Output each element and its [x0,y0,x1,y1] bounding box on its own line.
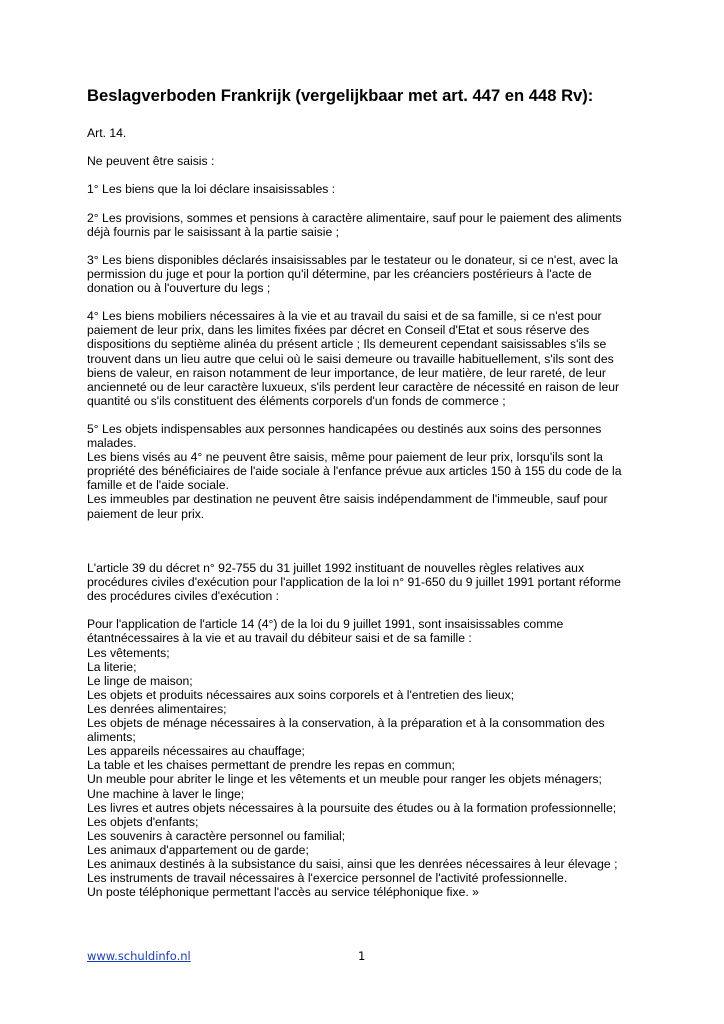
decree-list-line: étantnécessaires à la vie et au travail du débiteur saisi et de sa famille : [87,631,472,646]
item-5-line: paiement de leur prix. [87,506,205,521]
item-2 [87,211,635,239]
item-2-line: 2° Les provisions, sommes et pensions à caractère alimentaire, sauf pour le paiement des aliments [87,210,622,225]
document-title: Beslagverboden Frankrijk (vergelijkbaar met art. 447 en 448 Rv): [87,86,594,105]
item-1: 1° Les biens que la loi déclare insaisissables : [87,182,336,197]
item-5 [87,422,635,521]
item-4-line: dispositions du septième alinéa du présent article ; Ils demeurent cependant saisissables s'ils se [87,337,607,352]
item-4-line: biens de valeur, en raison notamment de leur importance, de leur matière, de leur rareté, de leur [87,365,606,380]
item-5-line: Les immeubles par destination ne peuvent être saisis indépendamment de l'immeuble, sauf pour [87,492,608,507]
article-heading: Art. 14. [87,126,127,140]
decree-list-item: Les animaux destinés à la subsistance du saisi, ainsi que les denrées nécessaires à leur élevage ; [87,856,618,871]
decree-list-item: Les objets d'enfants; [87,814,199,829]
footer-website-link[interactable]: www.schuldinfo.nl [87,949,191,963]
item-3-line: 3° Les biens disponibles déclarés insaisissables par le testateur ou le donateur, si ce n'est, avec la [87,252,618,267]
decree-list-item: Les animaux d'appartement ou de garde; [87,842,309,857]
item-3 [87,253,635,295]
item-4-line: trouvent dans un lieu autre que celui où le saisi demeure ou travaille habituellement, s'ils sont des [87,351,614,366]
item-5-line: Les biens visés au 4° ne peuvent être saisis, même pour paiement de leur prix, lorsqu'ils sont la [87,450,603,465]
decree-list-item: Les objets de ménage nécessaires à la conservation, à la préparation et à la consommation des [87,716,605,731]
item-4-line: quantité ou s'ils constituent des éléments corporels d'un fonds de commerce ; [87,393,506,408]
item-4-line: ancienneté ou de leur caractère luxueux, s'ils perdent leur caractère de nécessité en raison de leur [87,379,620,394]
decree-list [87,617,635,899]
decree-list-item: Une machine à laver le linge; [87,786,245,801]
decree-intro [87,561,635,603]
item-4-line: paiement de leur prix, dans les limites fixées par décret en Conseil d'Etat et sous réserve des [87,323,590,338]
decree-section [87,561,635,913]
intro-paragraph: Ne peuvent être saisis : [87,154,215,169]
item-3-line: permission du juge et pour la portion qu'il détermine, par les créanciers postérieurs à l'acte de [87,266,592,281]
page-number: 1 [358,949,366,963]
item-4 [87,309,635,408]
decree-list-item: Le linge de maison; [87,673,193,688]
item-2-line: déjà fournis par le saisissant à la partie saisie ; [87,224,340,239]
item-5-line: propriété des bénéficiaires de l'aide sociale à l'enfance prévue aux articles 150 à 155 du code de la [87,464,622,479]
item-5-line: malades. [87,436,137,451]
item-3-line: donation ou à l'ouverture du legs ; [87,281,271,296]
item-5-line: famille et de l'aide sociale. [87,478,229,493]
decree-list-item: Un meuble pour abriter le linge et les vêtements et un meuble pour ranger les objets ménagers; [87,772,602,787]
decree-list-item: Un poste téléphonique permettant l'accès au service téléphonique fixe. » [87,885,479,900]
decree-list-item: Les denrées alimentaires; [87,701,227,716]
item-4-line: 4° Les biens mobiliers nécessaires à la vie et au travail du saisi et de sa famille, si ce n'est pour [87,309,602,324]
decree-list-item: Les objets et produits nécessaires aux soins corporels et à l'entretien des lieux; [87,687,515,702]
decree-list-item: Les souvenirs à caractère personnel ou familial; [87,828,346,843]
decree-list-item: Les appareils nécessaires au chauffage; [87,744,305,759]
decree-list-item: Les vêtements; [87,645,170,660]
article-14-section [87,126,635,535]
decree-list-line: Pour l'application de l'article 14 (4°) de la loi du 9 juillet 1991, sont insaisissables comme [87,617,564,632]
decree-intro-line: L'article 39 du décret n° 92-755 du 31 juillet 1992 instituant de nouvelles règles relatives aux [87,561,585,575]
decree-list-item: Les livres et autres objets nécessaires à la poursuite des études ou à la formation professionnelle; [87,800,617,815]
decree-intro-line: des procédures civiles d'exécution : [87,589,280,604]
item-5-line: 5° Les objets indispensables aux personnes handicapées ou destinés aux soins des personnes [87,421,602,436]
decree-list-item: aliments; [87,730,136,745]
decree-list-item: Les instruments de travail nécessaires à l'exercice personnel de l'activité professionnelle. [87,871,568,886]
decree-intro-line: procédures civiles d'exécution pour l'application de la loi n° 91-650 du 9 juillet 1991 portant réforme [87,575,621,590]
decree-list-item: La table et les chaises permettant de prendre les repas en commun; [87,758,455,773]
decree-list-item: La literie; [87,659,137,674]
